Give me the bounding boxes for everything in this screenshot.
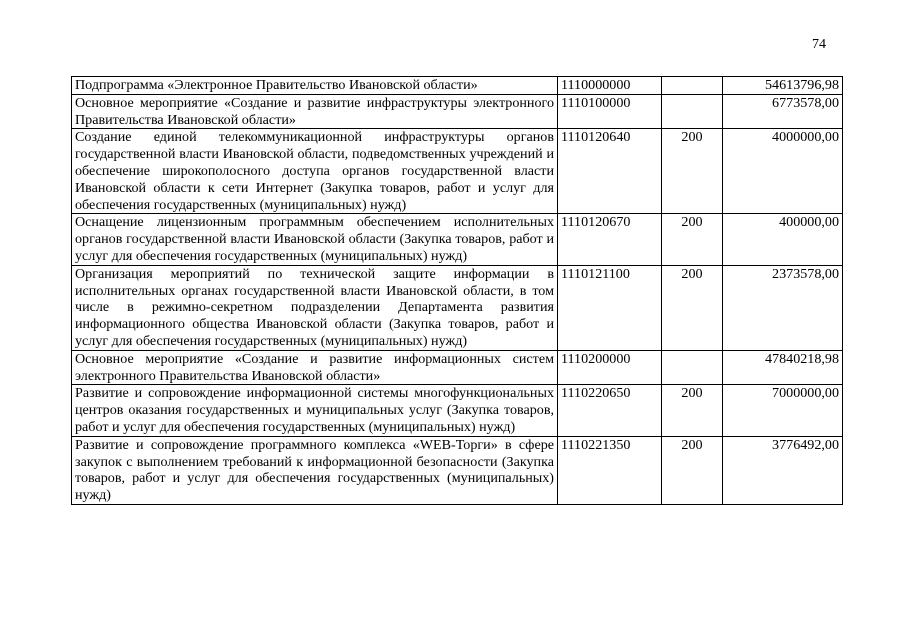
row-code: 1110121100	[558, 265, 662, 350]
row-name: Организация мероприятий по технической защите информации в исполнительных органах государственной власти Ивановской области, в том числе в режимно-секретном подразделении Департамента развития информационного общества Ивановской области (Закупка товаров, работ и услуг для обеспечения государственных (муниципальных) нужд)	[72, 265, 558, 350]
row-expense-type	[662, 94, 723, 129]
row-name: Основное мероприятие «Создание и развитие инфраструктуры электронного Правительства Ивановской области»	[72, 94, 558, 129]
row-amount: 6773578,00	[723, 94, 843, 129]
table-row	[72, 94, 843, 129]
row-expense-type	[662, 350, 723, 385]
table-row	[72, 214, 843, 265]
row-expense-type: 200	[662, 214, 723, 265]
row-name: Подпрограмма «Электронное Правительство Ивановской области»	[72, 77, 558, 95]
row-name: Оснащение лицензионным программным обеспечением исполнительных органов государственной власти Ивановской области (Закупка товаров, работ и услуг для обеспечения государственных (муниципальных) нужд)	[72, 214, 558, 265]
row-code: 1110221350	[558, 436, 662, 504]
row-code: 1110120640	[558, 129, 662, 214]
row-amount: 54613796,98	[723, 77, 843, 95]
budget-table	[71, 76, 843, 505]
row-code: 1110000000	[558, 77, 662, 95]
row-expense-type: 200	[662, 385, 723, 436]
row-amount: 47840218,98	[723, 350, 843, 385]
table-row	[72, 265, 843, 350]
row-amount: 3776492,00	[723, 436, 843, 504]
row-expense-type: 200	[662, 265, 723, 350]
table-row	[72, 436, 843, 504]
row-code: 1110200000	[558, 350, 662, 385]
row-amount: 400000,00	[723, 214, 843, 265]
row-name: Развитие и сопровождение программного комплекса «WEB-Торги» в сфере закупок с выполнением требований к информационной безопасности (Закупка товаров, работ и услуг для обеспечения государственных (муниципальных) нужд)	[72, 436, 558, 504]
table-row	[72, 350, 843, 385]
table-row	[72, 77, 843, 95]
row-expense-type	[662, 77, 723, 95]
row-amount: 2373578,00	[723, 265, 843, 350]
row-name: Создание единой телекоммуникационной инфраструктуры органов государственной власти Ивановской области, подведомственных учреждений и обеспечение широкополосного доступа органов государственной власти Ивановской области к сети Интернет (Закупка товаров, работ и услуг для обеспечения государственных (муниципальных) нужд)	[72, 129, 558, 214]
row-expense-type: 200	[662, 436, 723, 504]
table-row	[72, 129, 843, 214]
row-amount: 4000000,00	[723, 129, 843, 214]
row-code: 1110100000	[558, 94, 662, 129]
row-name: Основное мероприятие «Создание и развитие информационных систем электронного Правительства Ивановской области»	[72, 350, 558, 385]
row-code: 1110220650	[558, 385, 662, 436]
row-expense-type: 200	[662, 129, 723, 214]
row-code: 1110120670	[558, 214, 662, 265]
table-row	[72, 385, 843, 436]
page-number: 74	[812, 37, 826, 52]
row-amount: 7000000,00	[723, 385, 843, 436]
row-name: Развитие и сопровождение информационной системы многофункциональных центров оказания государственных и муниципальных услуг (Закупка товаров, работ и услуг для обеспечения государственных (муниципальных) нужд)	[72, 385, 558, 436]
